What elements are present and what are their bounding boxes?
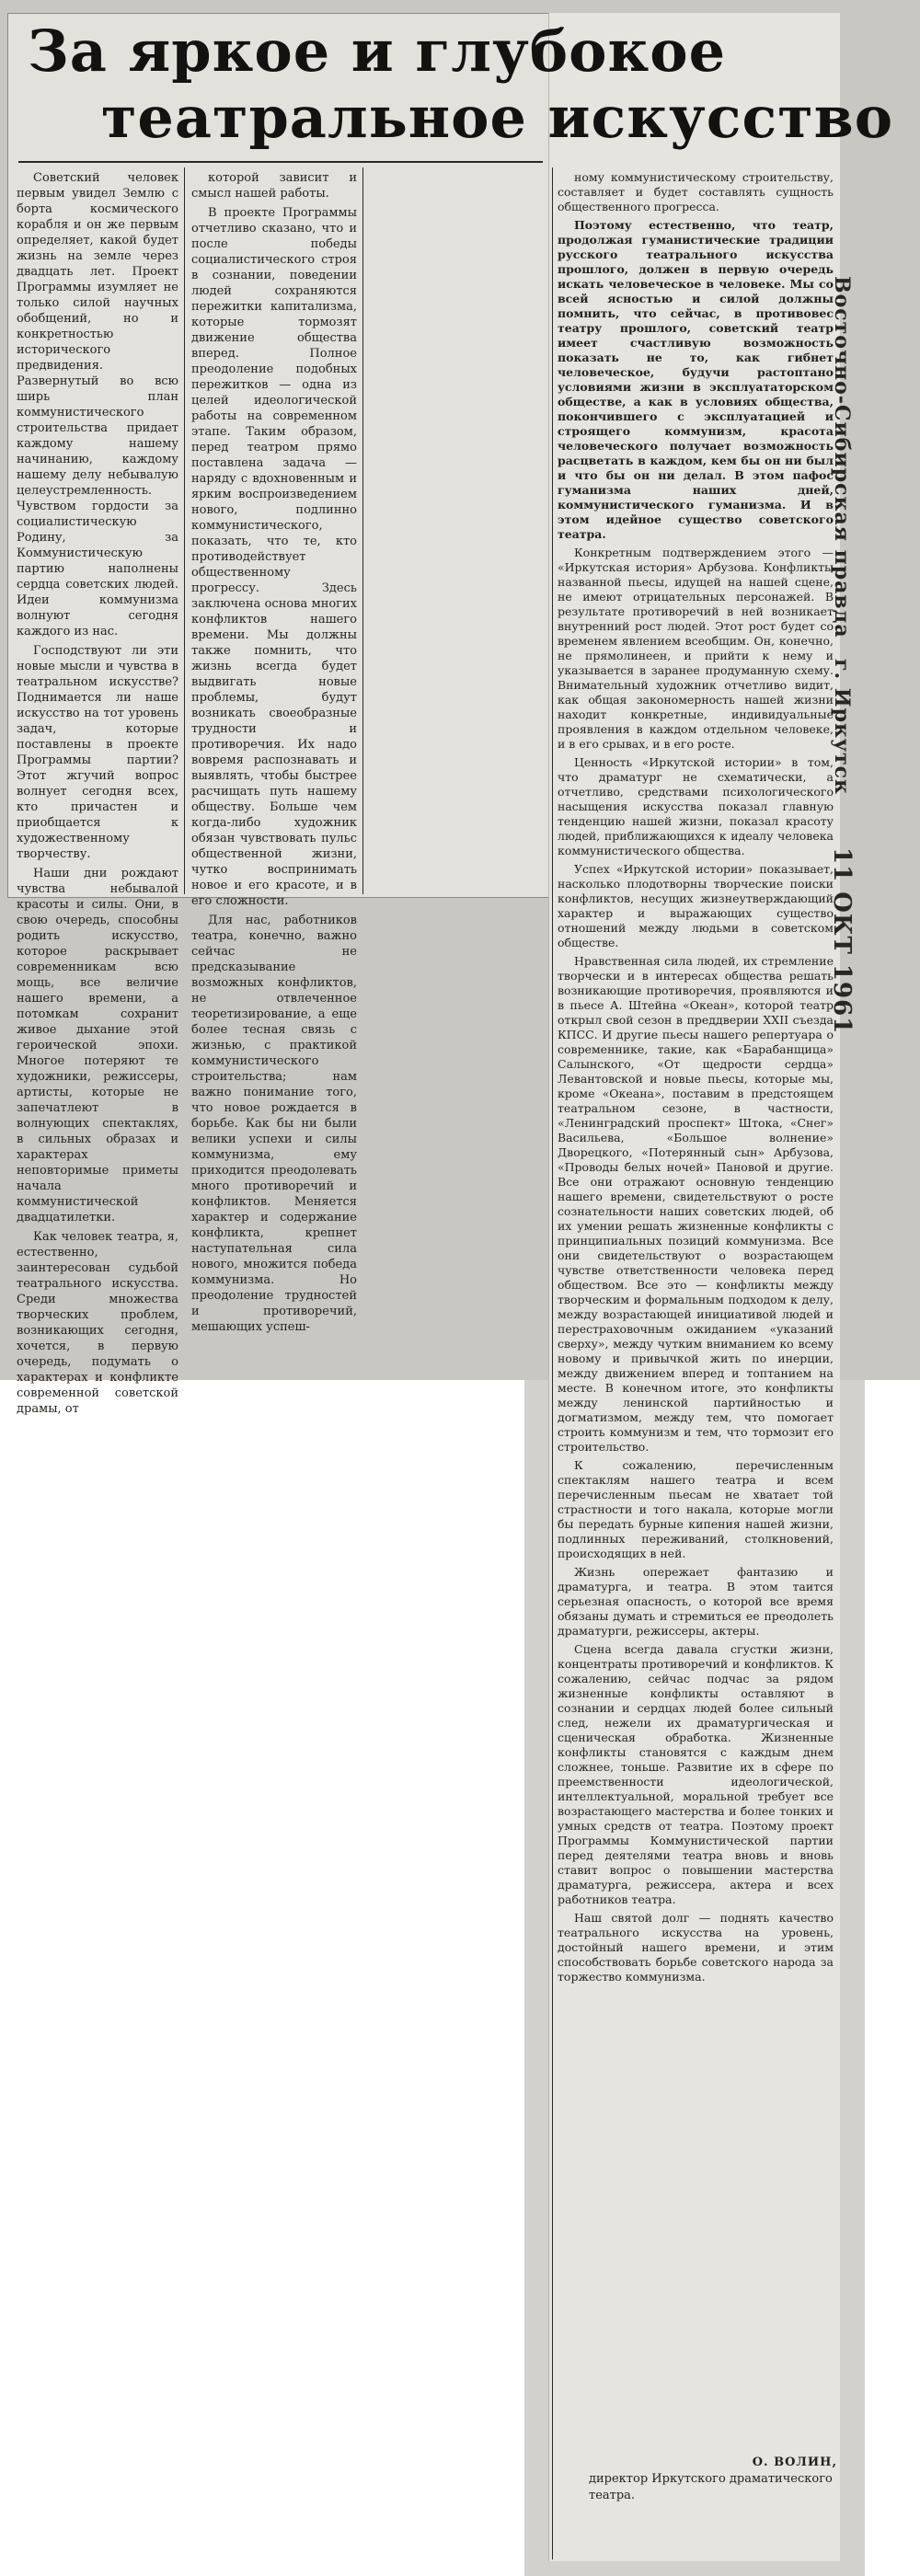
column-divider-3 xyxy=(552,167,553,2559)
paragraph: Ценность «Иркутской истории» в том, что драматург не схематически, а отчетливо, средствами психологического насыщения искусства показал главную тенденцию нашей жизни, показал красоту людей, приближающихся к идеалу человека коммунистического общества. xyxy=(558,755,834,857)
paragraph: Наш святой долг — поднять качество театрального искусства на уровень, достойный нашего времени, и этим способствовать борьбе советского народа за торжество коммунизма. xyxy=(558,1911,834,1984)
stamp-date: 11 ОКТ 1961 xyxy=(828,846,856,1035)
headline-line-2: театральное искусство xyxy=(101,84,894,151)
paragraph: Сцена всегда давала сгустки жизни, концентраты противоречий и конфликтов. К сожалению, сейчас подчас за рядом жизненные конфликты оставляют в сознании и сердцах людей более сильный след, нежели их драматургическая и сценическая обработка. Жизненные конфликты становятся с каждым днем сложнее, тоньше. Развитие их в сфере по преемственности идеологической, интеллектуальной, моральной требует все возрастающего мастерства и более тонких и умных средств от театра. Поэтому проект Программы Коммунистической партии перед деятелями театра вновь и вновь ставит вопрос о повышении мастерства драматурга, режиссера, актера и всех работников театра. xyxy=(558,1642,834,1906)
paragraph-emphasis: Поэтому естественно, что театр, продолжая гуманистические традиции русского театрального искусства прошлого, должен в первую очередь искать человеческое в человеке. Мы со всей ясностью и силой должны помнить, что сейчас, в противовес театру прошлого, советский театр имеет счастливую возможность показать не то, как гибнет человеческое, будучи растоптано условиями жизни в эксплуататорском обществе, а как в условиях общества, покончившего с эксплуатацией и строящего коммунизм, красота человеческого получает возможность расцветать в каждом, кем бы он ни был и что бы он ни делал. В этом пафос гуманизма наших дней, коммунистического гуманизма. И в этом идейное существо советского театра. xyxy=(558,218,834,541)
author-role: директор Иркутского драматического театра. xyxy=(589,2472,833,2502)
stamp-city: г. Иркутск xyxy=(830,659,854,796)
paragraph: Успех «Иркутской истории» показывает, насколько плодотворны творческие поиски конфликтов, несущих жизнеутверждающий характер и выражающих существо отношений между людьми в советском обществе. xyxy=(558,862,834,949)
paragraph: Жизнь опережает фантазию и драматурга, и театра. В этом таится серьезная опасность, о которой все время обязаны думать и стремиться ее преодолеть драматурги, режиссеры, актеры. xyxy=(558,1565,834,1638)
headline-rule xyxy=(18,161,543,163)
newspaper-stamp xyxy=(828,276,856,1034)
paragraph: Конкретным подтверждением этого — «Иркутская история» Арбузова. Конфликты названной пьесы, идущей на нашей сцене, не имеют отрицательных персонажей. В результате противоречий в ней возникает внутренний рост людей. Этот рост будет со временем явлением всеобщим. Он, конечно, не прямолинеен, и прийти к нему и указывается в заранее продуманную схему. Внимательный художник отчетливо видит, как общая закономерность нашей жизни находит конкретные, индивидуальные проявления в каждом отдельном человеке, и в его срывах, и в его росте. xyxy=(558,546,834,751)
article-column-1 xyxy=(17,170,178,1416)
article-column-2 xyxy=(191,170,357,1334)
paragraph: Наши дни рождают чувства небывалой красоты и силы. Они, в свою очередь, способны родить искусство, которое раскрывает современникам всю мощь, все величие нашего времени, а потомкам сохранит живое дыхание этой героической эпохи. Многое потеряют те художники, режиссеры, артисты, которые не запечатлеют в волнующих спектаклях, в сильных образах и характерах неповторимые приметы начала коммунистической двадцатилетки. xyxy=(17,867,178,1225)
paragraph: Как человек театра, я, естественно, заинтересован судьбой театрального искусства. Среди множества творческих проблем, возникающих сегодня, хочется, в первую очередь, подумать о характерах и конфликте современной советской драмы, от xyxy=(17,1230,178,1416)
signature-block xyxy=(589,2455,837,2504)
stamp-newspaper: Восточно-Сибирская правда xyxy=(830,276,854,638)
paragraph: Нравственная сила людей, их стремление творчески и в интересах общества решать возникающие противоречия, проявляются и в пьесе А. Штейна «Океан», которой театр открыл свой сезон в преддверии XXII съезда КПСС. И другие пьесы нашего репертуара о современнике, такие, как «Барабанщица» Салынского, «От щедрости сердца» Левантовской и новые пьесы, которые мы, кроме «Океана», поставим в предстоящем театральном сезоне, в частности, «Ленинградский проспект» Штока, «Снег» Васильева, «Большое волнение» Дворецкого, «Потерянный сын» Арбузова, «Проводы белых ночей» Пановой и другие. Все они отражают основную тенденцию нашего времени, свидетельствуют о росте сознательности наших советских людей, об их умении решать жизненные конфликты с принципиальных позиций коммунизма. Все они свидетельствуют о возрастающем чувстве ответственности человека перед обществом. Все это — конфликты между творческим и формальным подходом к делу, между возрастающей инициативой людей и перестраховочным ожиданием «указаний сверху», между чутким вниманием ко всему новому и привычкой жить по инерции, между движением вперед и топтанием на месте. В конечном итоге, это конфликты между ленинской партийностью и догматизмом, между тем, что помогает строить коммунизм и тем, что тормозит его строительство. xyxy=(558,954,834,1454)
article-column-3 xyxy=(558,170,834,2452)
column-divider-1 xyxy=(184,167,185,894)
column-divider-2 xyxy=(362,167,363,894)
paragraph: В проекте Программы отчетливо сказано, что и после победы социалистического строя в сознании, поведении людей сохраняются пережитки капитализма, которые тормозят движение общества вперед. Полное преодоление подобных пережитков — одна из целей идеологической работы на современном этапе. Таким образом, перед театром прямо поставлена задача — наряду с вдохновенным и ярким воспроизведением нового, подлинно коммунистического, показать, что те, кто противодействует общественному прогрессу. Здесь заключена основа многих конфликтов нашего времени. Мы должны также помнить, что жизнь всегда будет выдвигать новые проблемы, будут возникать своеобразные трудности и противоречия. Их надо вовремя распознавать и выявлять, чтобы быстрее расчищать путь нашему обществу. Больше чем когда-либо художник обязан чувствовать пульс общественной жизни, чутко воспринимать новое и его красоте, и в его сложности. xyxy=(191,206,357,908)
paragraph: Для нас, работников театра, конечно, важно сейчас не предсказывание возможных конфликтов, не отвлеченное теоретизирование, а еще более тесная связь с жизнью, с практикой коммунистического строительства; нам важно понимание того, что новое рождается в борьбе. Как бы ни были велики успехи и силы коммунизма, ему приходится преодолевать много противоречий и конфликтов. Меняется характер и содержание конфликта, крепнет наступательная сила нового, множится победа коммунизма. Но преодоление трудностей и противоречий, мешающих успеш- xyxy=(191,914,357,1334)
headline xyxy=(28,17,894,151)
paragraph: которой зависит и смысл нашей работы. xyxy=(191,171,357,201)
paragraph: Господствуют ли эти новые мысли и чувства в театральном искусстве? Поднимается ли наше искусство на тот уровень задач, которые поставлены в проекте Программы партии? Этот жгучий вопрос волнует сегодня всех, кто причастен и приобщается к художественному творчеству. xyxy=(17,644,178,861)
paragraph: К сожалению, перечисленным спектаклям нашего театра и всем перечисленным пьесам не хватает той страстности и того накала, которые могли бы передать бурные кипения нашей жизни, подлинных переживаний, столкновений, происходящих в ней. xyxy=(558,1458,834,1560)
paragraph: Советский человек первым увидел Землю с борта космического корабля и он же первым определяет, какой будет жизнь на земле через двадцать лет. Проект Программы изумляет не только силой научных обобщений, но и конкретностью исторического предвидения. Развернутый во всю ширь план коммунистического строительства придает каждому нашему начинанию, каждому нашему делу небывалую целеустремленность. Чувством гордости за социалистическую Родину, за Коммунистическую партию наполнены сердца советских людей. Идеи коммунизма волнуют сегодня каждого из нас. xyxy=(17,171,178,638)
author-name: О. ВОЛИН, xyxy=(752,2455,837,2469)
paragraph: ному коммунистическому строительству, составляет и будет составлять сущность общественного прогресса. xyxy=(558,170,834,213)
headline-line-1: За яркое и глубокое xyxy=(28,17,727,85)
